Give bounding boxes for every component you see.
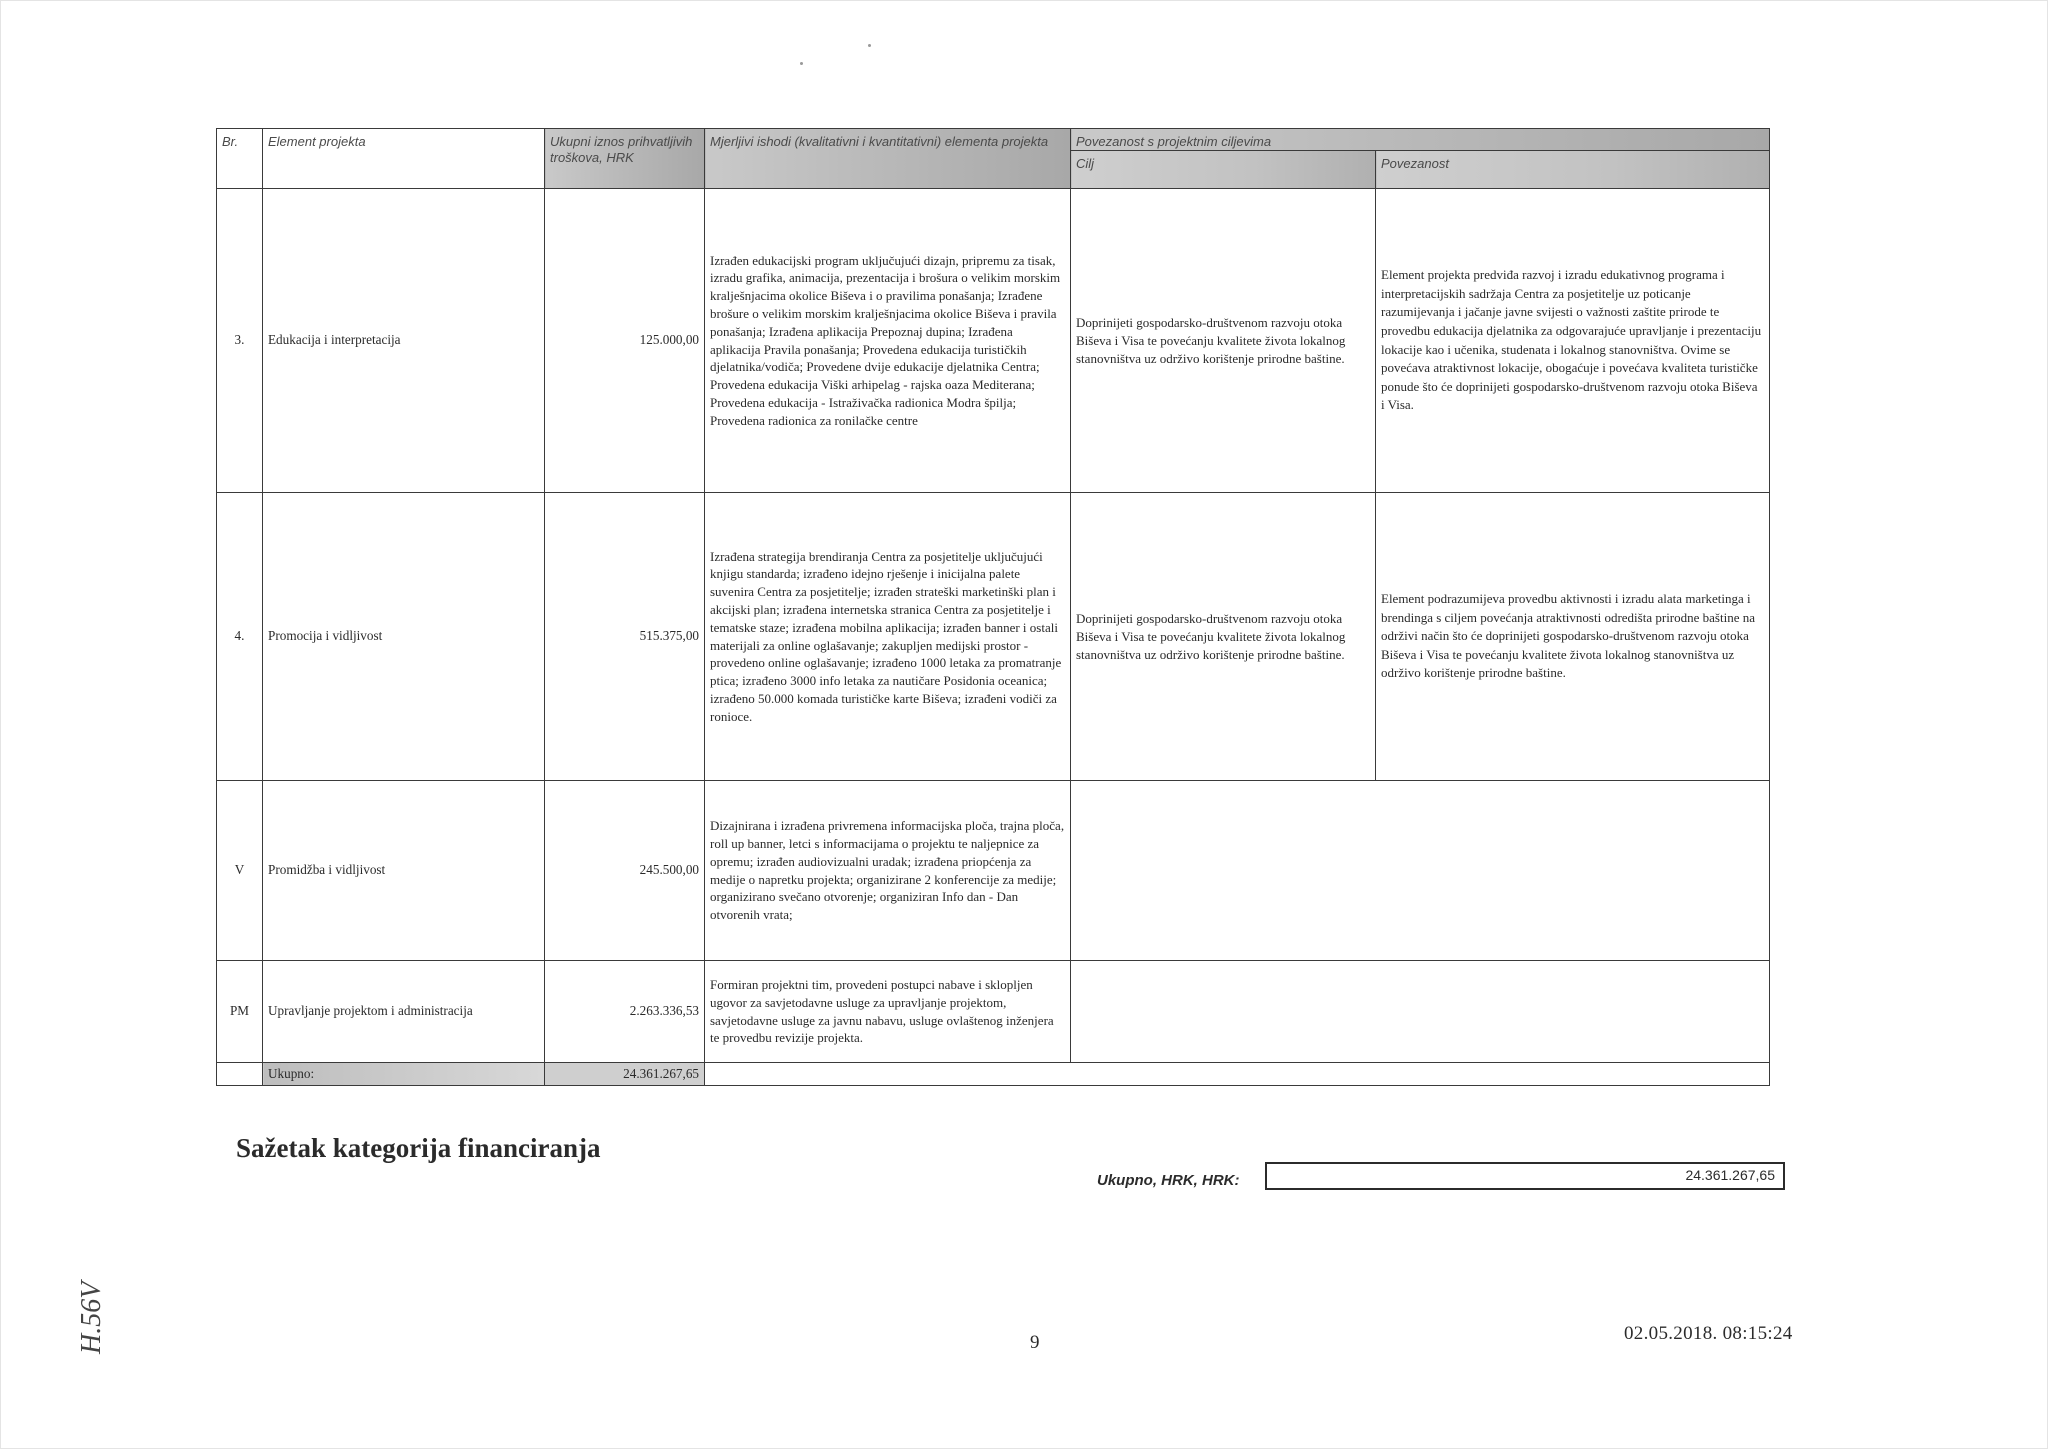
header-cilj: Cilj — [1071, 151, 1376, 189]
project-elements-table — [216, 128, 1770, 1086]
table-row — [217, 189, 1770, 493]
row-element: Promocija i vidljivost — [263, 493, 545, 781]
header-br: Br. — [217, 129, 263, 189]
row-br: PM — [217, 961, 263, 1063]
scan-speck — [868, 44, 871, 47]
row-cilj: Doprinijeti gospodarsko-društvenom razvoju otoka Biševa i Visa te povećanju kvalitete života lokalnog stanovništva uz održivo korištenje prirodne baštine. — [1071, 493, 1376, 781]
row-iznos: 2.263.336,53 — [545, 961, 705, 1063]
total-label: Ukupno: — [263, 1063, 545, 1086]
row-element: Promidžba i vidljivost — [263, 781, 545, 961]
scan-speck — [800, 62, 803, 65]
summary-title: Sažetak kategorija financiranja — [236, 1133, 601, 1163]
total-spacer — [217, 1063, 263, 1086]
row-element: Edukacija i interpretacija — [263, 189, 545, 493]
row-povezanost: Element projekta predviđa razvoj i izradu edukativnog programa i interpretacijskih sadržaja Centra za posjetitelje uz poticanje razumijevanja i jačanje javne svijesti o važnosti zaštite prirode te provedbu edukacija djelatnika za odgovarajuće upravljanje i prezentaciju lokacije kao i učenika, studenata i lokalnog stanovništva. Ovime se povećava atraktivnost lokacije, obogaćuje i povećava kvaliteta turističke ponude što će doprinijeti gospodarsko-društvenom razvoju otoka Biševa i Visa. — [1376, 189, 1770, 493]
row-iznos: 125.000,00 — [545, 189, 705, 493]
row-element: Upravljanje projektom i administracija — [263, 961, 545, 1063]
row-br: V — [217, 781, 263, 961]
row-iznos: 245.500,00 — [545, 781, 705, 961]
header-povezanost: Povezanost — [1376, 151, 1770, 189]
table-row — [217, 781, 1770, 961]
row-ishodi: Izrađena strategija brendiranja Centra za posjetitelje uključujući knjigu standarda; izrađeno idejno rješenje i inicijalna palete suvenira Centra za posjetitelje; izrađen strateški marketinški plan i akcijski plan; izrađena internetska stranica Centra za posjetitelje i tematske staze; izrađena mobilna aplikacija; izrađen banner i ostali materijali za online oglašavanje; zakupljen medijski prostor - provedeno online oglašavanje; izrađeno 1000 letaka za promatranje ptica; izrađeno 3000 info letaka za nautičare Posidonia oceanica; izrađeno 50.000 komada turističke karte Biševa; izrađeni vodiči za ronioce. — [705, 493, 1071, 781]
header-povezanost-group: Povezanost s projektnim ciljevima — [1071, 129, 1770, 151]
handwritten-stamp: H.56V — [76, 1281, 107, 1354]
row-ishodi: Formiran projektni tim, provedeni postupci nabave i sklopljen ugovor za savjetodavne usluge za upravljanje projektom, savjetodavne usluge za javnu nabavu, usluge ovlaštenog inženjera te provedbu revizije projekta. — [705, 961, 1071, 1063]
header-element: Element projekta — [263, 129, 545, 189]
row-povezanost: Element podrazumijeva provedbu aktivnosti i izradu alata marketinga i brendinga s ciljem povećanja atraktivnosti odredišta prirodne baštine na održivi način što će doprinijeti gospodarsko-društvenom razvoju otoka Biševa i Visa te povećanju kvalitete života lokalnog stanovništva uz održivo korištenje prirodne baštine. — [1376, 493, 1770, 781]
page-number: 9 — [1030, 1332, 1040, 1353]
row-ishodi: Dizajnirana i izrađena privremena informacijska ploča, trajna ploča, roll up banner, letci s informacijama o projektu te naljepnice za opremu; izrađen audiovizualni uradak; izrađena priopćenja za medije o napretku projekta; organizirane 2 konferencije za medije; organizirano svečano otvorenje; organiziran Info dan - Dan otvorenih vrata; — [705, 781, 1071, 961]
ukupno-field — [1265, 1162, 1785, 1190]
row-br: 4. — [217, 493, 263, 781]
row-iznos: 515.375,00 — [545, 493, 705, 781]
ukupno-label: Ukupno, HRK, HRK: — [1097, 1172, 1240, 1189]
total-row — [217, 1063, 1770, 1086]
row-empty-cell — [1071, 781, 1770, 961]
header-ishodi: Mjerljivi ishodi (kvalitativni i kvantitativni) elementa projekta — [705, 129, 1071, 189]
timestamp: 02.05.2018. 08:15:24 — [1624, 1323, 1793, 1344]
table-row — [217, 493, 1770, 781]
row-ishodi: Izrađen edukacijski program uključujući dizajn, pripremu za tisak, izradu grafika, animacija, prezentacija i brošura o velikim morskim kralješnjacima okolice Biševa i o pravilima ponašanja; Izrađene brošure o velikim morskim kralješnjacima okolice Biševa i pravila ponašanja; Izrađena aplikacija Prepoznaj dupina; Izrađena aplikacija Pravila ponašanja; Provedena edukacija turističkih djelatnika/vodiča; Provedene dvije edukacije djelatnika Centra; Provedena edukacija Viški arhipelag - rajska oaza Mediterana; Provedena edukacija - Istraživačka radionica Modra špilja; Provedena radionica za ronilačke centre — [705, 189, 1071, 493]
ukupno-value: 24.361.267,65 — [1685, 1167, 1775, 1183]
total-value: 24.361.267,65 — [545, 1063, 705, 1086]
row-cilj: Doprinijeti gospodarsko-društvenom razvoju otoka Biševa i Visa te povećanju kvalitete života lokalnog stanovništva uz održivo korištenje prirodne baštine. — [1071, 189, 1376, 493]
row-br: 3. — [217, 189, 263, 493]
header-iznos: Ukupni iznos prihvatljivih troškova, HRK — [545, 129, 705, 189]
total-empty — [705, 1063, 1770, 1086]
row-empty-cell — [1071, 961, 1770, 1063]
table-row — [217, 961, 1770, 1063]
